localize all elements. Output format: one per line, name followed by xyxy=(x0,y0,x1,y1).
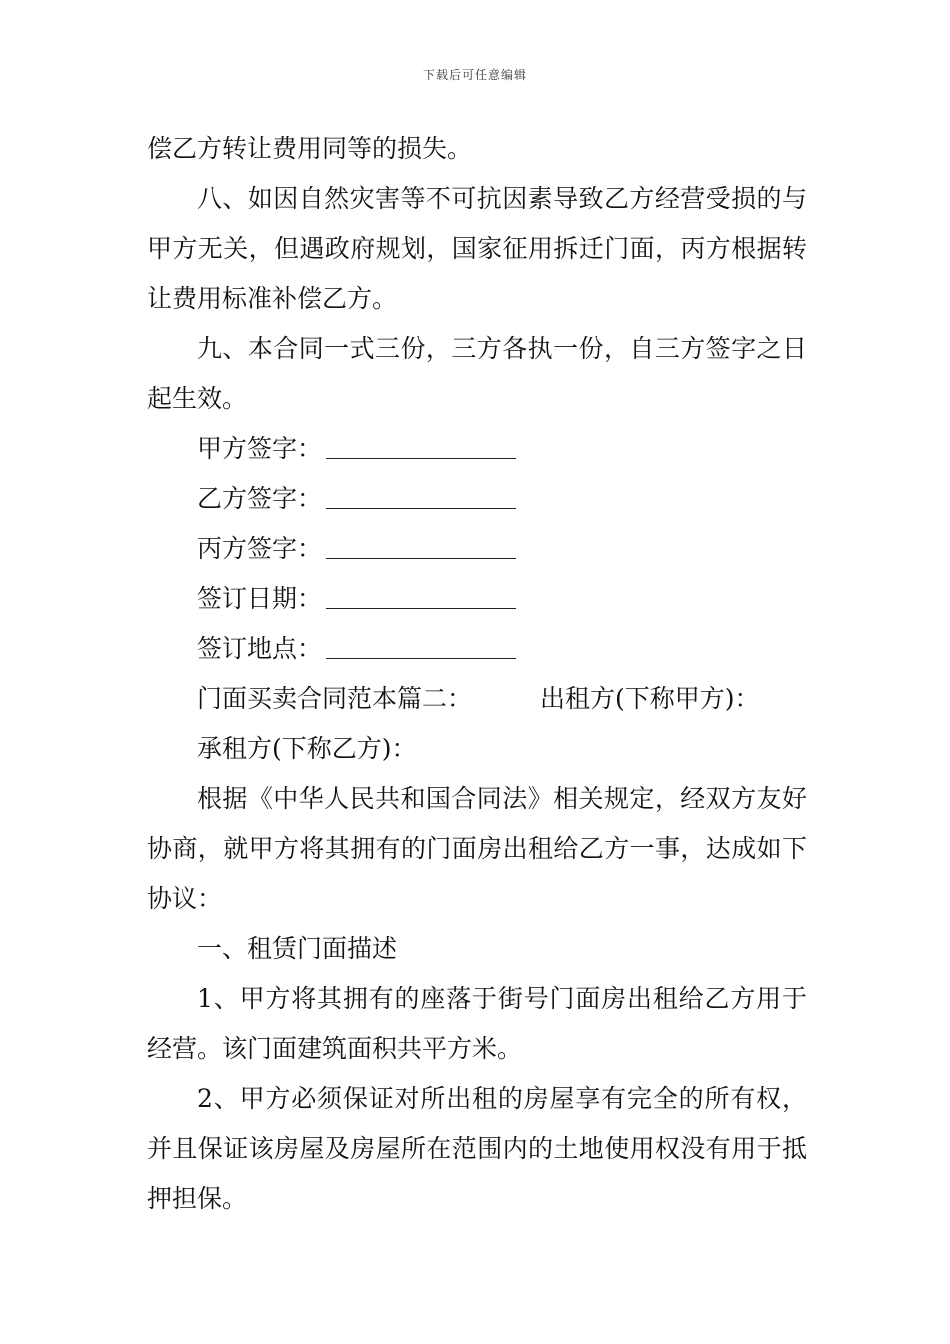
signature-label: 签订地点： xyxy=(197,634,323,663)
signature-line-party-a xyxy=(147,424,807,474)
lessor-label: 出租方(下称甲方)： xyxy=(540,684,760,713)
signature-line-date xyxy=(147,574,807,624)
signature-label: 丙方签字： xyxy=(197,534,323,563)
signature-blank xyxy=(326,528,516,559)
paragraph-item-1: 1、甲方将其拥有的座落于街号门面房出租给乙方用于经营。该门面建筑面积共平方米。 xyxy=(147,984,807,1063)
signature-blank xyxy=(326,628,516,659)
signature-line-place xyxy=(147,624,807,674)
page-header-note: 下载后可任意编辑 xyxy=(422,68,527,82)
paragraph-continuation: 偿乙方转让费用同等的损失。 xyxy=(147,134,473,163)
paragraph-item-2: 2、甲方必须保证对所出租的房屋享有完全的所有权，并且保证该房屋及房屋所在范围内的土地使用权没有用于抵押担保。 xyxy=(147,1084,807,1213)
heading-lease-description: 一、租赁门面描述 xyxy=(197,934,398,963)
signature-blank xyxy=(326,578,516,609)
lessee-label: 承租方(下称乙方)： xyxy=(197,734,417,763)
signature-line-party-b xyxy=(147,474,807,524)
section-2-title: 门面买卖合同范本篇二： xyxy=(197,684,473,713)
section-2-title-line xyxy=(147,674,807,724)
paragraph-clause-9: 九、本合同一式三份，三方各执一份，自三方签字之日起生效。 xyxy=(147,334,807,413)
paragraph-clause-8: 八、如因自然灾害等不可抗因素导致乙方经营受损的与甲方无关，但遇政府规划，国家征用拆迁门面，丙方根据转让费用标准补偿乙方。 xyxy=(147,184,807,313)
signature-line-party-c xyxy=(147,524,807,574)
signature-blank xyxy=(326,428,516,459)
signature-label: 签订日期： xyxy=(197,584,323,613)
signature-blank xyxy=(326,478,516,509)
signature-label: 乙方签字： xyxy=(197,484,323,513)
signature-label: 甲方签字： xyxy=(197,434,323,463)
lessee-line xyxy=(147,724,807,774)
document-body xyxy=(147,124,807,1224)
paragraph-intro: 根据《中华人民共和国合同法》相关规定，经双方友好协商，就甲方将其拥有的门面房出租给乙方一事，达成如下协议： xyxy=(147,784,807,913)
